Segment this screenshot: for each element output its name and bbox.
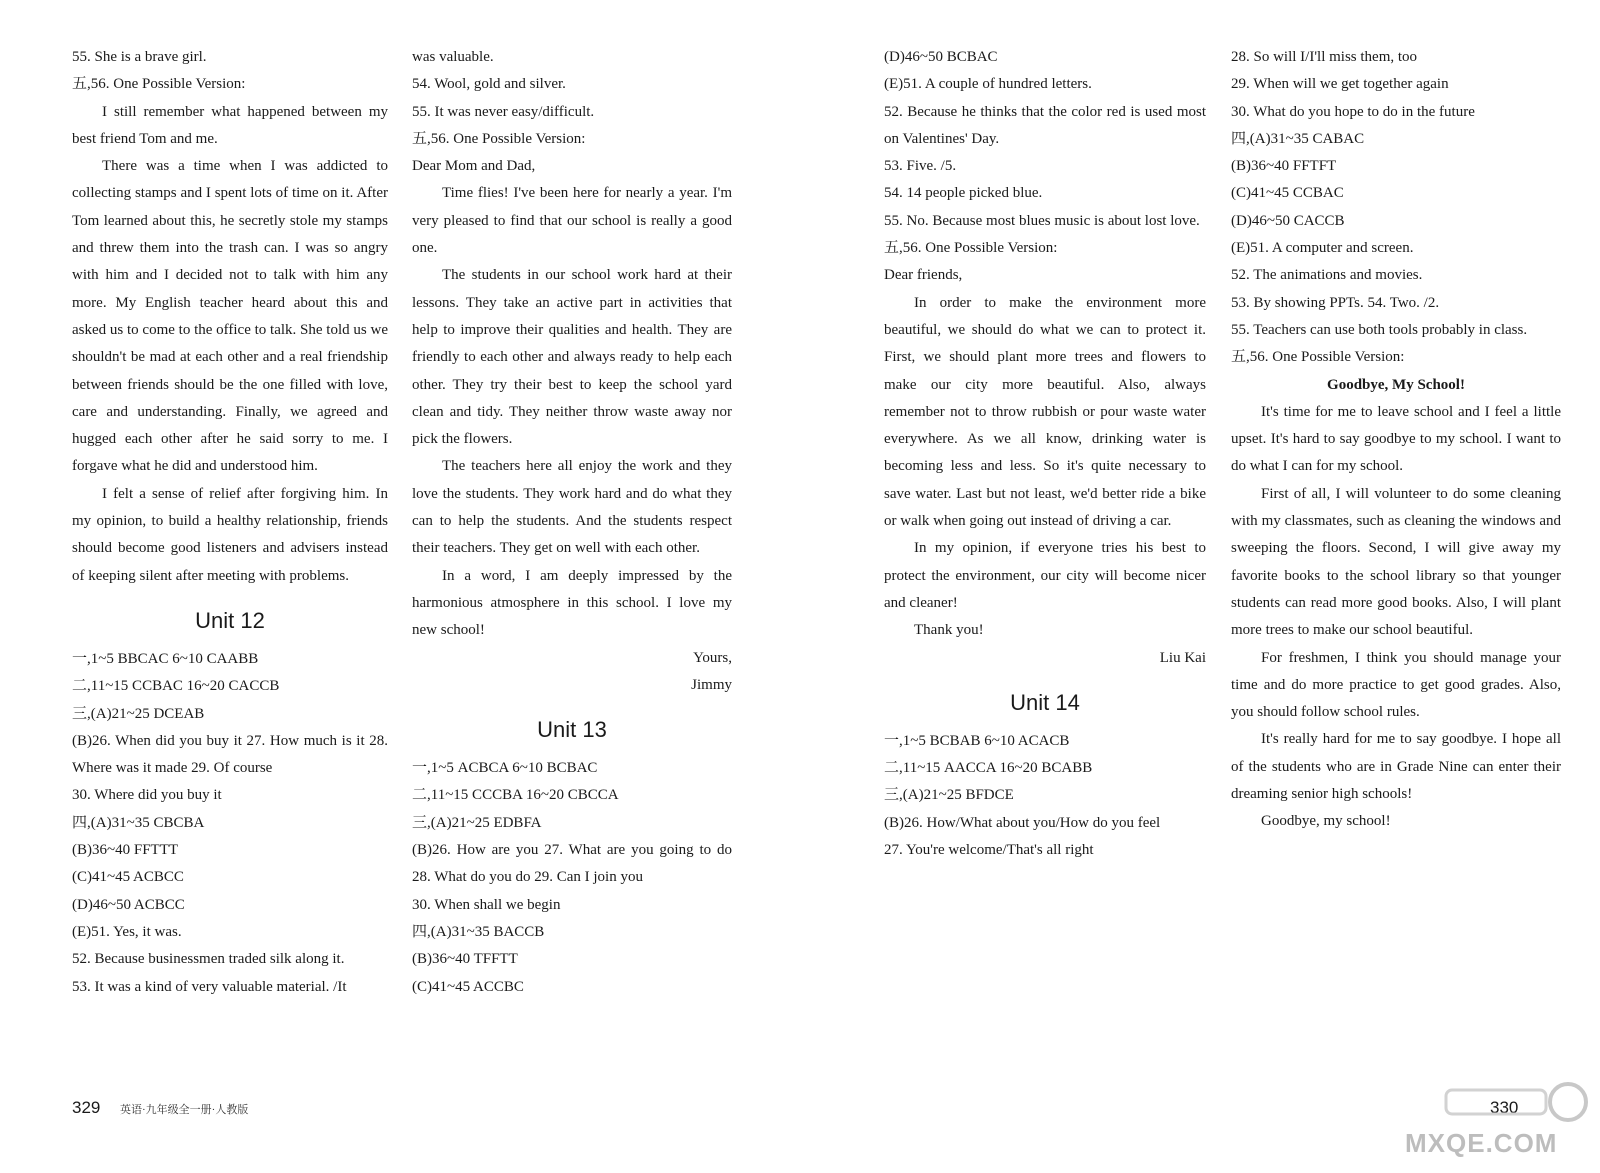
page-number-left: 329: [72, 1098, 101, 1117]
essay-paragraph: In my opinion, if everyone tries his best to protect the environment, our city will become nicer and cleaner!: [884, 540, 1206, 611]
letter-signature: Jimmy: [691, 676, 732, 693]
book-title: 英语·九年级全一册·人教版: [120, 1104, 249, 1116]
essay-paragraph: In order to make the environment more beautiful, we should do what we can to protect it. First, we should plant more trees and flowers to make our city more beautiful. Also, always remember not to throw rubbish or pour waste water everywhere. As we all know, drinking water is becoming less and less. So it's quite necessary to save water. Last but not least, we'd better ride a bike or walk when going out instead of driving a car.: [884, 294, 1206, 530]
answer-line: 52. Because businessmen traded silk along it.: [72, 951, 345, 968]
answer-line: 三,(A)21~25 BFDCE: [884, 787, 1014, 804]
answer-line: 55. She is a brave girl.: [72, 49, 207, 65]
answer-line: 一,1~5 BCBAB 6~10 ACACB: [884, 732, 1070, 749]
essay-paragraph: Time flies! I've been here for nearly a year. I'm very pleased to find that our school is really a good one.: [412, 185, 732, 257]
answer-line: (B)36~40 TFFTT: [412, 951, 518, 968]
answer-line: 四,(A)31~35 CABAC: [1231, 130, 1365, 147]
answer-line: (B)36~40 FFTFT: [1231, 158, 1337, 175]
answer-line: (C)41~45 CCBAC: [1231, 185, 1344, 202]
essay-title: Goodbye, My School!: [1327, 376, 1465, 393]
answer-line: 一,1~5 ACBCA 6~10 BCBAC: [412, 760, 598, 777]
answer-line: 52. The animations and movies.: [1231, 267, 1423, 284]
essay-paragraph: It's really hard for me to say goodbye. I hope all of the students who are in Grade Nine can enter their dreaming senior high schools!: [1231, 731, 1561, 803]
answer-line: (B)26. When did you buy it 27. How much is it 28. Where was it made 29. Of course: [72, 732, 388, 777]
answer-line: 30. When shall we begin: [412, 896, 561, 913]
answer-line: (B)26. How/What about you/How do you feel: [884, 814, 1161, 831]
answer-line: 一,1~5 BBCAC 6~10 CAABB: [72, 650, 259, 667]
essay-paragraph: I still remember what happened between my best friend Tom and me.: [72, 103, 388, 147]
answer-line: 30. What do you hope to do in the future: [1231, 103, 1475, 120]
answer-line: (D)46~50 CACCB: [1231, 212, 1345, 229]
unit-heading: Unit 13: [537, 717, 607, 743]
answer-line: was valuable.: [412, 49, 494, 65]
answer-line: 30. Where did you buy it: [72, 787, 222, 804]
letter-closing: Thank you!: [914, 622, 984, 639]
answer-line: 五,56. One Possible Version:: [884, 240, 1058, 257]
answer-line: 五,56. One Possible Version:: [1231, 349, 1405, 366]
unit-heading: Unit 14: [1010, 689, 1080, 715]
answer-line: 四,(A)31~35 BACCB: [412, 923, 545, 940]
answer-line: (E)51. A computer and screen.: [1231, 240, 1414, 257]
answer-line: (B)26. How are you 27. What are you going to do 28. What do you do 29. Can I join you: [412, 842, 732, 886]
column-3: [884, 44, 1206, 864]
letter-closing: Yours,: [693, 649, 732, 666]
answer-line: 四,(A)31~35 CBCBA: [72, 814, 205, 831]
essay-paragraph: There was a time when I was addicted to collecting stamps and I spent lots of time on it. After Tom learned about this, he secretly stole my stamps and threw them into the trash can. I was so angry with him and I decided not to talk with him any more. My English teacher heard about this and asked us to come to the office to talk. She told us we shouldn't be mad at each other and a real friendship between friends should be the one filled with love, care and understanding. Finally, we agreed and hugged each other after he said sorry to me. I forgave what he did and understood him.: [72, 158, 388, 475]
letter-signature: Liu Kai: [1159, 649, 1206, 666]
watermark-logo-icon: [1440, 1080, 1590, 1124]
answer-line: 55. It was never easy/difficult.: [412, 103, 595, 120]
answer-line: 五,56. One Possible Version:: [72, 76, 246, 93]
answer-line: 三,(A)21~25 EDBFA: [412, 814, 542, 831]
answer-line: (C)41~45 ACCBC: [412, 978, 524, 995]
answer-line: 53. It was a kind of very valuable material. /It: [72, 978, 347, 995]
answer-line: (D)46~50 BCBAC: [884, 49, 998, 65]
essay-paragraph: First of all, I will volunteer to do some cleaning with my classmates, such as cleaning the windows and sweeping the floors. Second, I will give away my favorite books to the school library so that younger students can read more good books. Also, I will plant more trees to make our school beautiful.: [1231, 485, 1561, 639]
answer-line: 53. By showing PPTs. 54. Two. /2.: [1231, 294, 1440, 311]
letter-salutation: Dear friends,: [884, 267, 963, 284]
essay-paragraph: It's time for me to leave school and I feel a little upset. It's hard to say goodbye to my school. I want to do what I can for my school.: [1231, 403, 1561, 475]
answer-line: (D)46~50 ACBCC: [72, 896, 185, 913]
answer-line: 54. Wool, gold and silver.: [412, 76, 566, 93]
answer-line: 52. Because he thinks that the color red is used most on Valentines' Day.: [884, 103, 1206, 147]
answer-line: 29. When will we get together again: [1231, 76, 1449, 93]
answer-line: 五,56. One Possible Version:: [412, 130, 586, 147]
answer-line: 二,11~15 CCBAC 16~20 CACCB: [72, 678, 280, 695]
answer-line: (B)36~40 FFTTT: [72, 842, 179, 859]
answer-line: 二,11~15 AACCA 16~20 BCABB: [884, 760, 1093, 777]
essay-paragraph: Goodbye, my school!: [1261, 813, 1391, 830]
essay-paragraph: The students in our school work hard at their lessons. They take an active part in activities that help to improve their qualities and health. They are friendly to each other and always ready to help each other. They try their best to keep the school yard clean and tidy. They neither throw waste away nor pick the flowers.: [412, 267, 732, 448]
answer-line: (C)41~45 ACBCC: [72, 869, 184, 886]
unit-heading: Unit 12: [195, 607, 265, 633]
watermark-text: MXQE.COM: [1405, 1128, 1558, 1158]
page-number-right: 330: [1490, 1098, 1519, 1117]
answer-line: 54. 14 people picked blue.: [884, 185, 1043, 202]
answer-line: 二,11~15 CCCBA 16~20 CBCCA: [412, 787, 619, 804]
answer-line: (E)51. A couple of hundred letters.: [884, 76, 1092, 93]
essay-paragraph: In a word, I am deeply impressed by the harmonious atmosphere in this school. I love my new school!: [412, 567, 732, 639]
answer-line: 53. Five. /5.: [884, 158, 957, 175]
answer-line: 三,(A)21~25 DCEAB: [72, 705, 205, 722]
answer-line: 27. You're welcome/That's all right: [884, 842, 1094, 859]
column-1: [72, 44, 388, 1001]
answer-line: 55. No. Because most blues music is about lost love.: [884, 212, 1200, 229]
essay-paragraph: For freshmen, I think you should manage your time and do more practice to get good grades. Also, you should follow school rules.: [1231, 649, 1561, 721]
answer-line: 28. So will I/I'll miss them, too: [1231, 49, 1418, 65]
letter-salutation: Dear Mom and Dad,: [412, 158, 536, 175]
answer-line: 55. Teachers can use both tools probably in class.: [1231, 321, 1528, 338]
column-4: [1231, 44, 1561, 836]
essay-paragraph: The teachers here all enjoy the work and they love the students. They work hard and do what they can to help the students. And the students respect their teachers. They get on well with each other.: [412, 458, 732, 557]
essay-paragraph: I felt a sense of relief after forgiving him. In my opinion, to build a healthy relationship, friends should become good listeners and advisers instead of keeping silent after meeting with problems.: [72, 485, 388, 584]
answer-line: (E)51. Yes, it was.: [72, 923, 182, 940]
column-2: [412, 44, 732, 1001]
